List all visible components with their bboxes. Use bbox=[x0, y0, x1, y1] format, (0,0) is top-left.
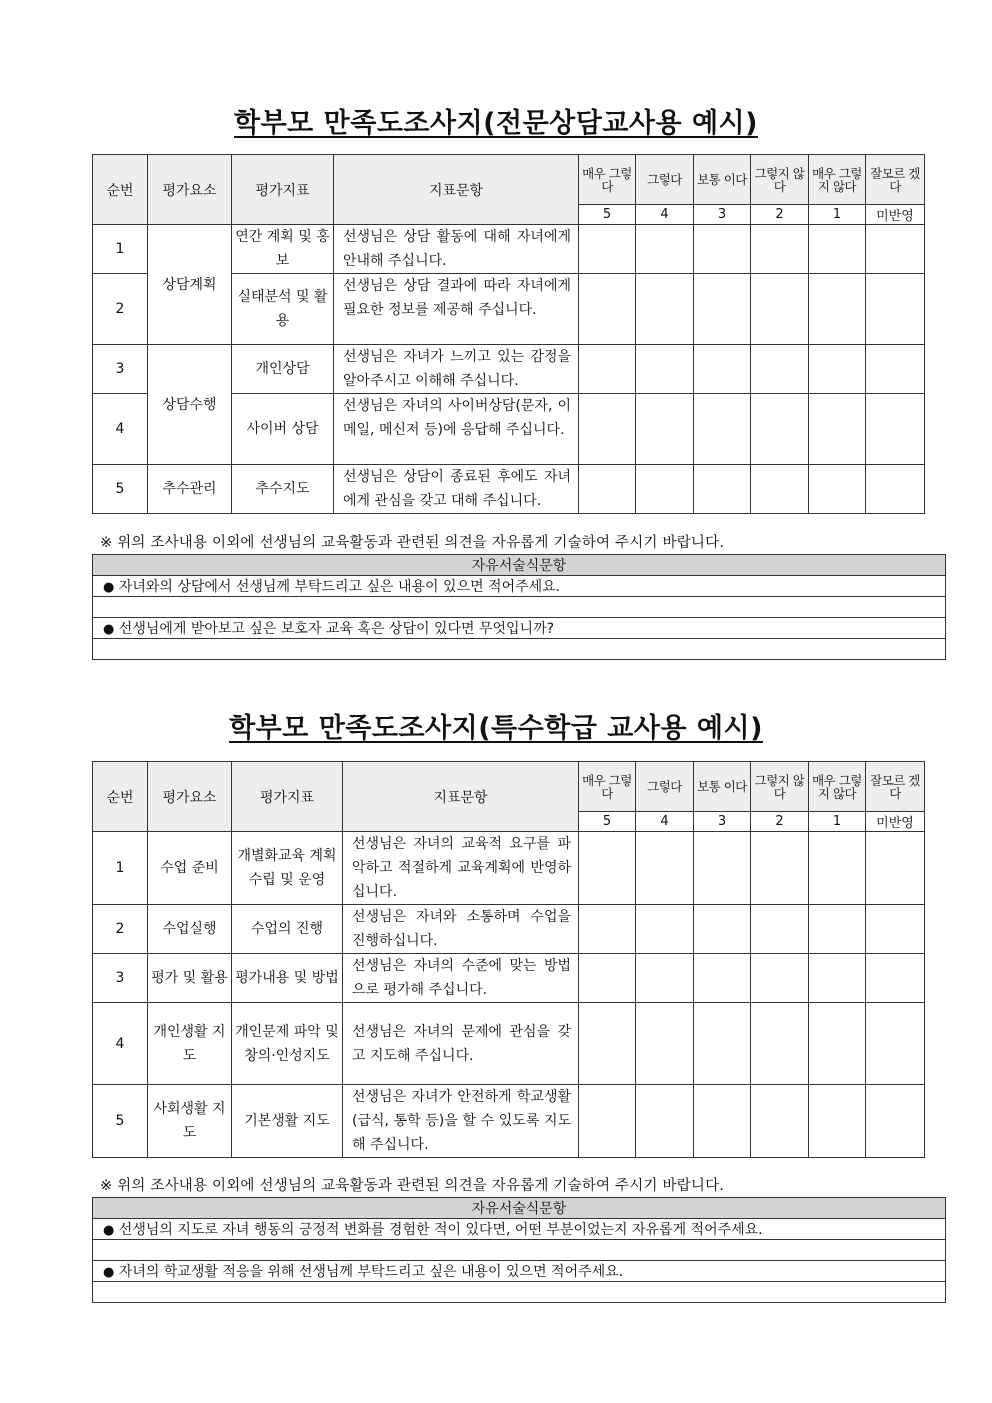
rating-cell[interactable] bbox=[866, 394, 925, 465]
row-question: 선생님은 자녀와 소통하며 수업을 진행하십니다. bbox=[343, 905, 579, 954]
rating-cell[interactable] bbox=[694, 345, 751, 394]
free-answer-1[interactable] bbox=[93, 597, 946, 618]
rating-cell[interactable] bbox=[694, 394, 751, 465]
rating-cell[interactable] bbox=[866, 832, 925, 905]
header-rating-disagree: 그렇지 않다 bbox=[751, 155, 809, 205]
row-number: 1 bbox=[93, 225, 148, 274]
sheet2-title: 학부모 만족도조사지(특수학급 교사용 예시) bbox=[229, 713, 763, 744]
rating-cell[interactable] bbox=[694, 1085, 751, 1158]
row-question: 선생님은 자녀의 사이버상담(문자, 이메일, 메신저 등)에 응답해 주십니다. bbox=[334, 394, 579, 465]
score-label: 미반영 bbox=[866, 205, 925, 225]
free-response-header: 자유서술식문항 bbox=[93, 1198, 946, 1219]
row-question: 선생님은 상담 활동에 대해 자녀에게 안내해 주십니다. bbox=[334, 225, 579, 274]
rating-cell[interactable] bbox=[579, 1003, 636, 1085]
header-question: 지표문항 bbox=[334, 155, 579, 225]
rating-cell[interactable] bbox=[866, 1085, 925, 1158]
row-number: 4 bbox=[93, 1003, 148, 1085]
rating-cell[interactable] bbox=[751, 1003, 809, 1085]
header-rating-very-disagree: 매우 그렇지 않다 bbox=[809, 155, 866, 205]
rating-cell[interactable] bbox=[751, 225, 809, 274]
row-number: 5 bbox=[93, 1085, 148, 1158]
free-question-2-text: 선생님에게 받아보고 싶은 보호자 교육 혹은 상담이 있다면 무엇입니까? bbox=[118, 621, 555, 637]
row-element: 사회생활 지도 bbox=[148, 1085, 232, 1158]
score-label: 3 bbox=[694, 205, 751, 225]
sheet2-note: ※ 위의 조사내용 이외에 선생님의 교육활동과 관련된 의견을 자유롭게 기술하여 주시기 바랍니다. bbox=[100, 1178, 725, 1194]
rating-cell[interactable] bbox=[809, 345, 866, 394]
rating-cell[interactable] bbox=[809, 274, 866, 345]
rating-cell[interactable] bbox=[636, 465, 694, 514]
score-label: 4 bbox=[636, 812, 694, 832]
sheet1-note: ※ 위의 조사내용 이외에 선생님의 교육활동과 관련된 의견을 자유롭게 기술하여 주시기 바랍니다. bbox=[100, 535, 725, 551]
free-question-2 bbox=[93, 1261, 946, 1282]
rating-cell[interactable] bbox=[809, 954, 866, 1003]
header-rating-unknown: 잘모르 겠다 bbox=[866, 155, 925, 205]
row-question: 선생님은 자녀가 느끼고 있는 감정을 알아주시고 이해해 주십니다. bbox=[334, 345, 579, 394]
rating-cell[interactable] bbox=[751, 1085, 809, 1158]
bullet-icon: ● bbox=[103, 1223, 115, 1238]
rating-cell[interactable] bbox=[579, 394, 636, 465]
bullet-icon: ● bbox=[103, 622, 115, 637]
header-rating-very-disagree: 매우 그렇지 않다 bbox=[809, 762, 866, 812]
rating-cell[interactable] bbox=[866, 905, 925, 954]
free-question-1 bbox=[93, 1219, 946, 1240]
rating-cell[interactable] bbox=[751, 832, 809, 905]
header-rating-disagree: 그렇지 않다 bbox=[751, 762, 809, 812]
row-number: 5 bbox=[93, 465, 148, 514]
score-label: 3 bbox=[694, 812, 751, 832]
rating-cell[interactable] bbox=[636, 905, 694, 954]
free-answer-1[interactable] bbox=[93, 1240, 946, 1261]
free-question-2-text: 자녀의 학교생활 적응을 위해 선생님께 부탁드리고 싶은 내용이 있으면 적어주세요. bbox=[118, 1264, 624, 1280]
rating-cell[interactable] bbox=[579, 905, 636, 954]
row-question: 선생님은 자녀의 수준에 맞는 방법으로 평가해 주십니다. bbox=[343, 954, 579, 1003]
row-indicator: 평가내용 및 방법 bbox=[232, 954, 343, 1003]
row-element: 상담수행 bbox=[148, 345, 232, 465]
row-element: 추수관리 bbox=[148, 465, 232, 514]
rating-cell[interactable] bbox=[694, 832, 751, 905]
free-response-header: 자유서술식문항 bbox=[93, 555, 946, 576]
rating-cell[interactable] bbox=[579, 274, 636, 345]
table-row bbox=[93, 832, 925, 905]
free-question-1-text: 자녀와의 상담에서 선생님께 부탁드리고 싶은 내용이 있으면 적어주세요. bbox=[118, 579, 561, 595]
rating-cell[interactable] bbox=[809, 394, 866, 465]
rating-cell[interactable] bbox=[866, 465, 925, 514]
table-row bbox=[93, 905, 925, 954]
rating-cell[interactable] bbox=[809, 832, 866, 905]
header-rating-very-agree: 매우 그렇다 bbox=[579, 155, 636, 205]
rating-cell[interactable] bbox=[694, 274, 751, 345]
rating-cell[interactable] bbox=[636, 1003, 694, 1085]
score-label: 5 bbox=[579, 812, 636, 832]
header-element: 평가요소 bbox=[148, 762, 232, 832]
rating-cell[interactable] bbox=[866, 1003, 925, 1085]
rating-cell[interactable] bbox=[866, 274, 925, 345]
rating-cell[interactable] bbox=[866, 345, 925, 394]
sheet1-title: 학부모 만족도조사지(전문상담교사용 예시) bbox=[234, 108, 758, 139]
rating-cell[interactable] bbox=[751, 345, 809, 394]
rating-cell[interactable] bbox=[809, 905, 866, 954]
rating-cell[interactable] bbox=[751, 905, 809, 954]
sheet2-survey-table bbox=[92, 761, 925, 1158]
rating-cell[interactable] bbox=[751, 954, 809, 1003]
row-indicator: 수업의 진행 bbox=[232, 905, 343, 954]
row-question: 선생님은 상담 결과에 따라 자녀에게 필요한 정보를 제공해 주십니다. bbox=[334, 274, 579, 345]
header-rating-agree: 그렇다 bbox=[636, 762, 694, 812]
rating-cell[interactable] bbox=[636, 394, 694, 465]
header-rating-neutral: 보통 이다 bbox=[694, 762, 751, 812]
header-no: 순번 bbox=[93, 155, 148, 225]
table-row bbox=[93, 954, 925, 1003]
row-number: 4 bbox=[93, 394, 148, 465]
sheet2-free-response-table bbox=[92, 1197, 946, 1303]
score-label: 4 bbox=[636, 205, 694, 225]
rating-cell[interactable] bbox=[809, 1085, 866, 1158]
score-label: 2 bbox=[751, 205, 809, 225]
rating-cell[interactable] bbox=[636, 225, 694, 274]
free-question-2 bbox=[93, 618, 946, 639]
sheet1-free-response-table bbox=[92, 554, 946, 660]
rating-cell[interactable] bbox=[751, 394, 809, 465]
table-row bbox=[93, 1003, 925, 1085]
rating-cell[interactable] bbox=[694, 1003, 751, 1085]
row-indicator: 개별화교육 계획 수립 및 운영 bbox=[232, 832, 343, 905]
free-answer-2[interactable] bbox=[93, 1282, 946, 1303]
table-row bbox=[93, 345, 925, 394]
row-element: 개인생활 지도 bbox=[148, 1003, 232, 1085]
row-element: 수업실행 bbox=[148, 905, 232, 954]
row-indicator: 기본생활 지도 bbox=[232, 1085, 343, 1158]
score-label: 미반영 bbox=[866, 812, 925, 832]
rating-cell[interactable] bbox=[694, 954, 751, 1003]
header-no: 순번 bbox=[93, 762, 148, 832]
rating-cell[interactable] bbox=[694, 225, 751, 274]
row-indicator: 사이버 상담 bbox=[232, 394, 334, 465]
row-number: 2 bbox=[93, 274, 148, 345]
row-element: 상담계획 bbox=[148, 225, 232, 345]
free-answer-2[interactable] bbox=[93, 639, 946, 660]
rating-cell[interactable] bbox=[579, 1085, 636, 1158]
table-row bbox=[93, 1085, 925, 1158]
score-label: 1 bbox=[809, 205, 866, 225]
header-rating-neutral: 보통 이다 bbox=[694, 155, 751, 205]
score-label: 2 bbox=[751, 812, 809, 832]
row-number: 3 bbox=[93, 345, 148, 394]
row-question: 선생님은 자녀의 교육적 요구를 파악하고 적절하게 교육계획에 반영하십니다. bbox=[343, 832, 579, 905]
rating-cell[interactable] bbox=[579, 465, 636, 514]
row-number: 2 bbox=[93, 905, 148, 954]
row-indicator: 추수지도 bbox=[232, 465, 334, 514]
bullet-icon: ● bbox=[103, 1265, 115, 1280]
header-rating-very-agree: 매우 그렇다 bbox=[579, 762, 636, 812]
rating-cell[interactable] bbox=[809, 465, 866, 514]
header-element: 평가요소 bbox=[148, 155, 232, 225]
rating-cell[interactable] bbox=[636, 954, 694, 1003]
rating-cell[interactable] bbox=[636, 1085, 694, 1158]
rating-cell[interactable] bbox=[636, 345, 694, 394]
row-question: 선생님은 자녀가 안전하게 학교생활(급식, 통학 등)을 할 수 있도록 지도해 주십니다. bbox=[343, 1085, 579, 1158]
rating-cell[interactable] bbox=[636, 274, 694, 345]
row-question: 선생님은 자녀의 문제에 관심을 갖고 지도해 주십니다. bbox=[343, 1003, 579, 1085]
bullet-icon: ● bbox=[103, 580, 115, 595]
row-element: 평가 및 활용 bbox=[148, 954, 232, 1003]
score-label: 1 bbox=[809, 812, 866, 832]
rating-cell[interactable] bbox=[694, 905, 751, 954]
header-question: 지표문항 bbox=[343, 762, 579, 832]
rating-cell[interactable] bbox=[579, 954, 636, 1003]
free-question-1-text: 선생님의 지도로 자녀 행동의 긍정적 변화를 경험한 적이 있다면, 어떤 부분이었는지 자유롭게 적어주세요. bbox=[118, 1222, 763, 1238]
rating-cell[interactable] bbox=[751, 274, 809, 345]
sheet1-survey-table bbox=[92, 154, 925, 514]
row-indicator: 개인문제 파악 및 창의·인성지도 bbox=[232, 1003, 343, 1085]
row-number: 1 bbox=[93, 832, 148, 905]
rating-cell[interactable] bbox=[866, 954, 925, 1003]
rating-cell[interactable] bbox=[809, 1003, 866, 1085]
free-question-1 bbox=[93, 576, 946, 597]
rating-cell[interactable] bbox=[809, 225, 866, 274]
score-label: 5 bbox=[579, 205, 636, 225]
rating-cell[interactable] bbox=[579, 225, 636, 274]
header-indicator: 평가지표 bbox=[232, 155, 334, 225]
rating-cell[interactable] bbox=[866, 225, 925, 274]
rating-cell[interactable] bbox=[694, 465, 751, 514]
rating-cell[interactable] bbox=[636, 832, 694, 905]
row-indicator: 실태분석 및 활용 bbox=[232, 274, 334, 345]
table-row bbox=[93, 225, 925, 274]
row-question: 선생님은 상담이 종료된 후에도 자녀에게 관심을 갖고 대해 주십니다. bbox=[334, 465, 579, 514]
header-rating-unknown: 잘모르 겠다 bbox=[866, 762, 925, 812]
header-rating-agree: 그렇다 bbox=[636, 155, 694, 205]
header-indicator: 평가지표 bbox=[232, 762, 343, 832]
rating-cell[interactable] bbox=[579, 832, 636, 905]
row-indicator: 개인상담 bbox=[232, 345, 334, 394]
row-number: 3 bbox=[93, 954, 148, 1003]
table-row bbox=[93, 465, 925, 514]
rating-cell[interactable] bbox=[579, 345, 636, 394]
rating-cell[interactable] bbox=[751, 465, 809, 514]
row-indicator: 연간 계획 및 홍보 bbox=[232, 225, 334, 274]
row-element: 수업 준비 bbox=[148, 832, 232, 905]
